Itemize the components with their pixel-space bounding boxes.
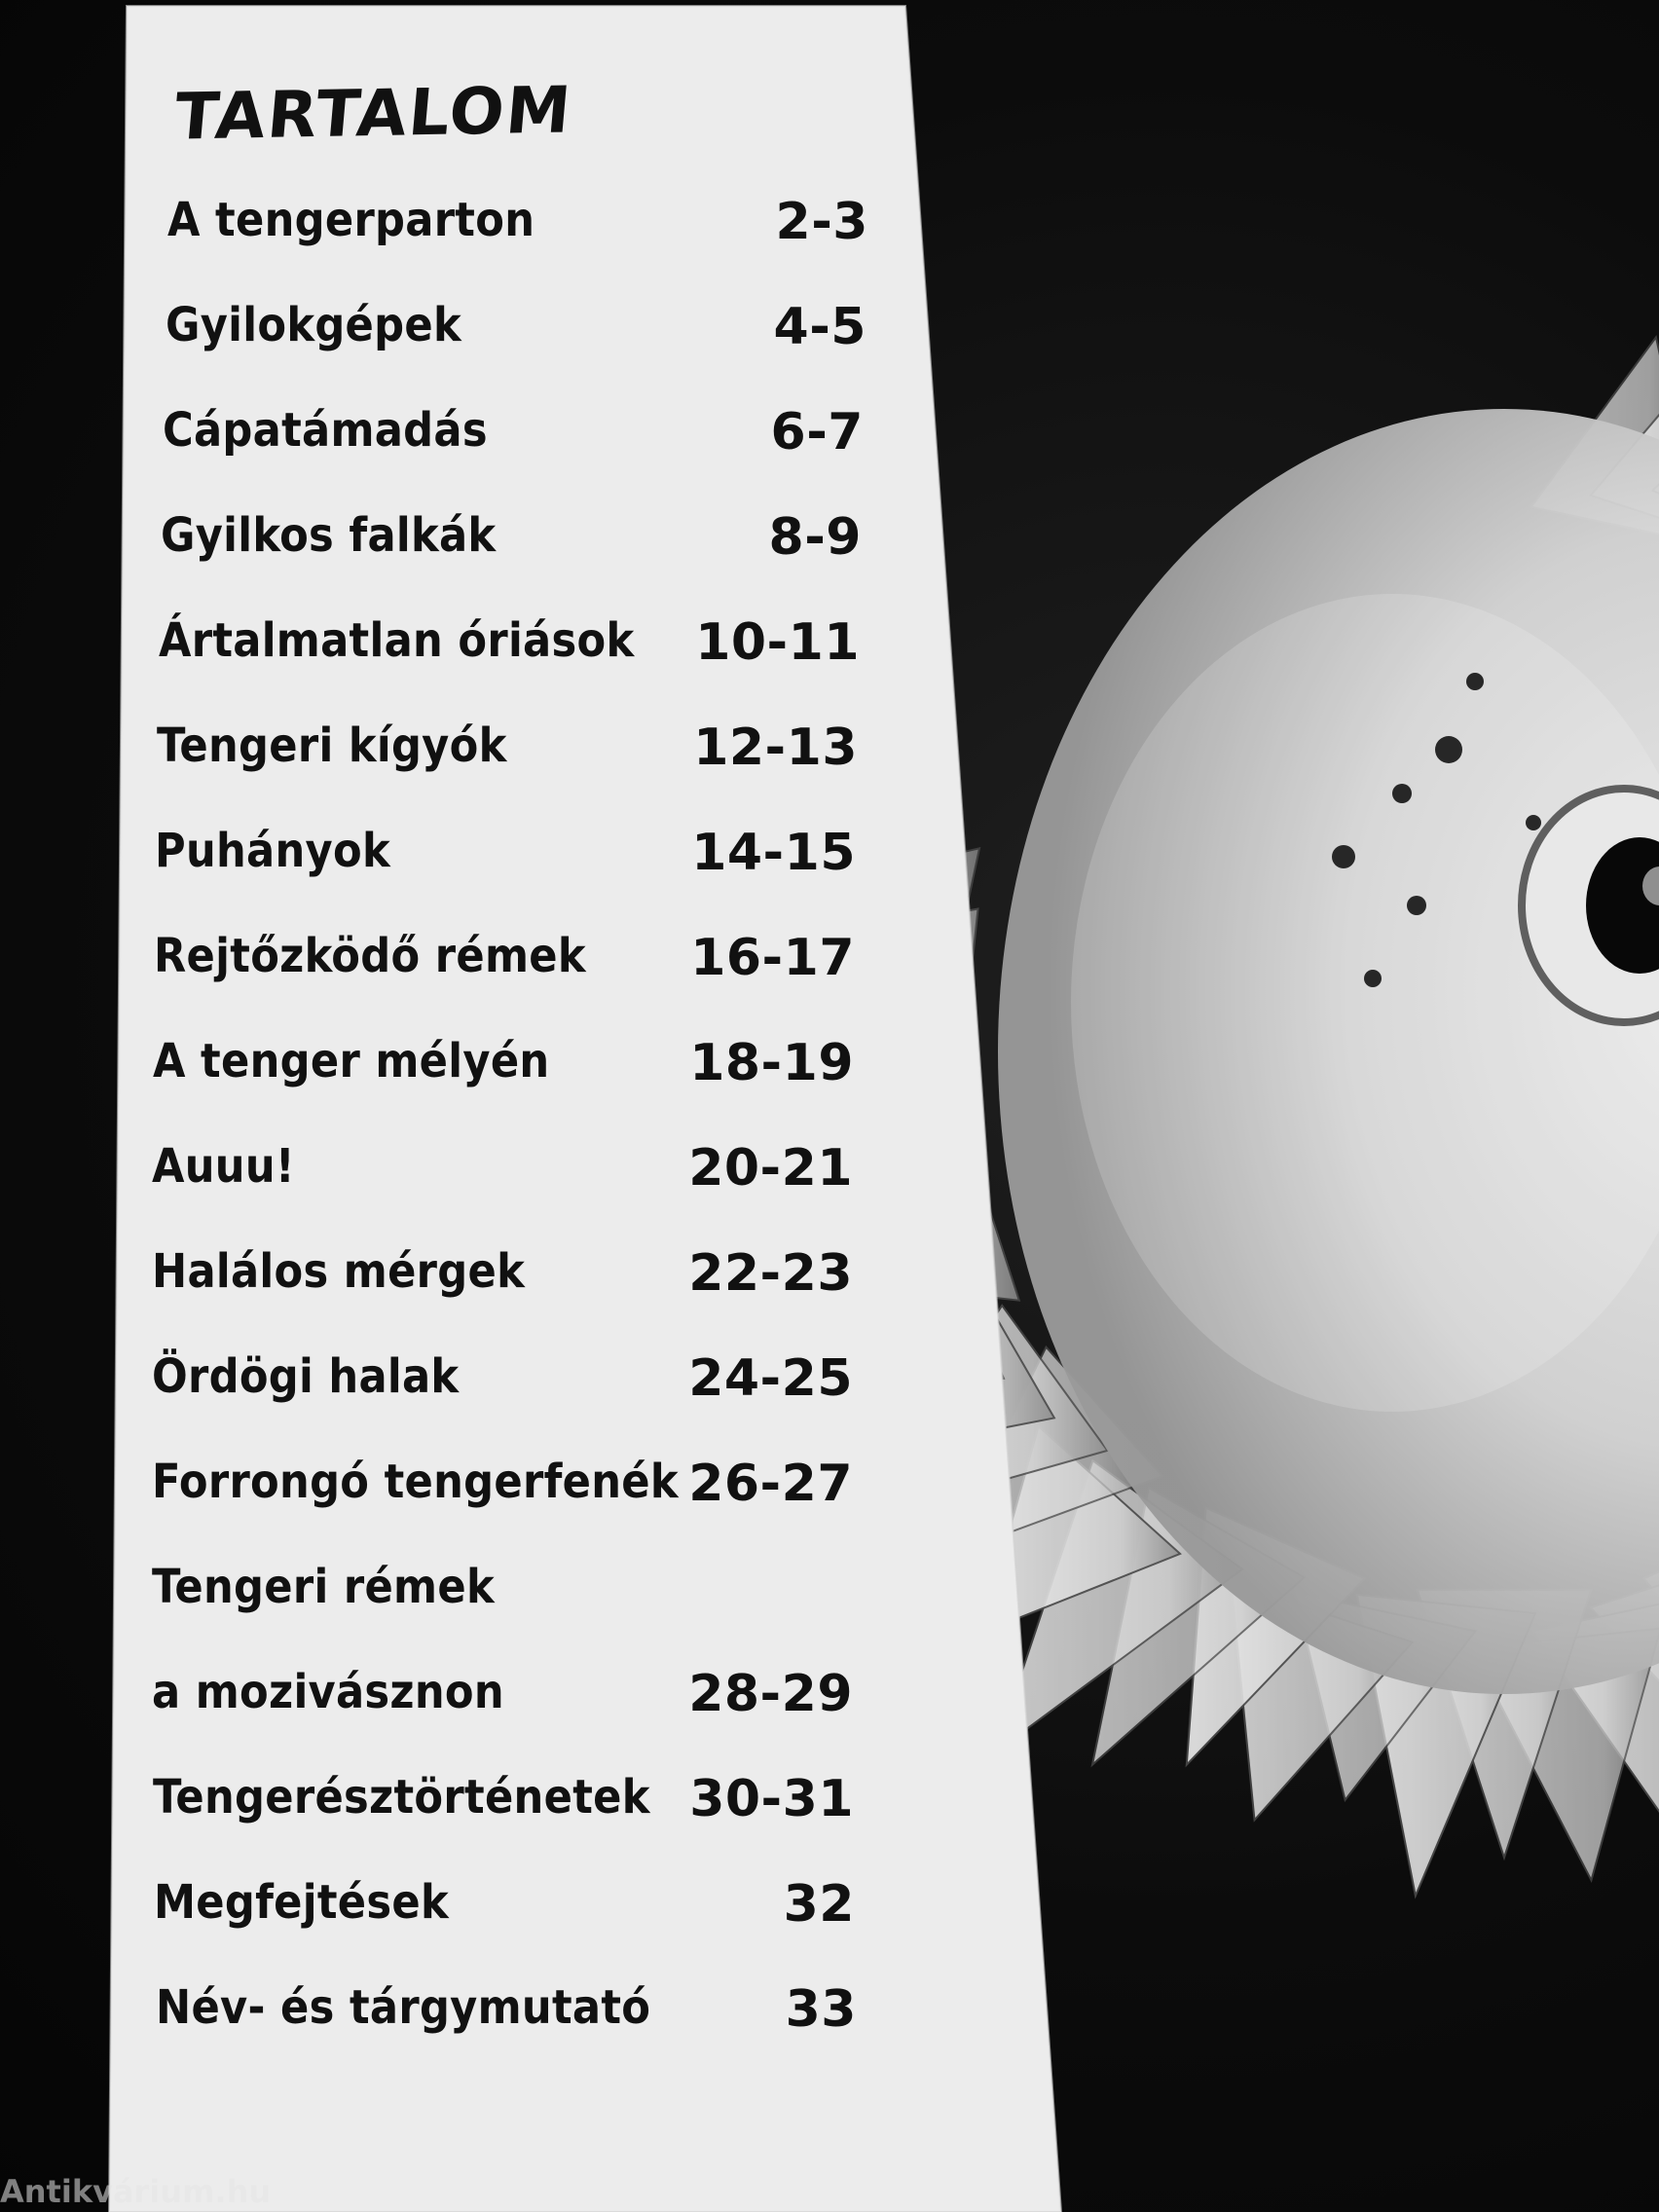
- toc-entry-pages: 8-9: [768, 508, 862, 567]
- watermark-text: Antikvárium.hu: [0, 2173, 272, 2210]
- toc-entry-label: a mozivásznon: [152, 1665, 504, 1719]
- toc-entry-pages: 4-5: [773, 298, 866, 356]
- toc-entry-label: Gyilokgépek: [166, 298, 461, 352]
- toc-entry-pages: 28-29: [688, 1665, 853, 1723]
- toc-entry-label: Gyilkos falkák: [161, 508, 497, 563]
- toc-entry-label: Auuu!: [152, 1139, 295, 1194]
- toc-entry-pages: 16-17: [690, 929, 855, 987]
- toc-entry-pages: 26-27: [688, 1455, 853, 1513]
- toc-entry-label: A tengerparton: [167, 193, 535, 247]
- toc-entry-label: Tengeri rémek: [152, 1560, 495, 1614]
- toc-entry-label: Forrongó tengerfenék: [152, 1455, 679, 1509]
- toc-entry-pages: 12-13: [693, 719, 858, 777]
- toc-entry-pages: 24-25: [688, 1349, 853, 1408]
- toc-entry-pages: 18-19: [689, 1034, 854, 1092]
- toc-entry-pages: 20-21: [688, 1139, 853, 1198]
- toc-entry-label: Rejtőzködő rémek: [154, 929, 586, 983]
- toc-entry-label: Tengerésztörténetek: [153, 1770, 650, 1825]
- toc-entry-pages: 14-15: [691, 824, 856, 882]
- toc-entry-label: A tenger mélyén: [153, 1034, 550, 1088]
- contents-title: TARTALOM: [171, 72, 576, 155]
- toc-entry-pages: 32: [783, 1875, 855, 1934]
- toc-entry-pages: 6-7: [770, 403, 864, 461]
- toc-entry-label: Ártalmatlan óriások: [159, 613, 635, 668]
- toc-entry-label: Név- és tárgymutató: [156, 1980, 651, 2035]
- toc-entry-label: Cápatámadás: [163, 403, 488, 458]
- toc-entry-label: Halálos mérgek: [152, 1244, 526, 1299]
- toc-entry-label: Megfejtések: [154, 1875, 450, 1930]
- toc-entry-label: Ördögi halak: [152, 1349, 460, 1404]
- toc-entry-pages: 33: [785, 1980, 857, 2039]
- toc-entry-pages: 2-3: [775, 193, 868, 251]
- toc-entry-label: Puhányok: [155, 824, 390, 878]
- toc-entry-pages: 30-31: [689, 1770, 854, 1828]
- toc-entry-label: Tengeri kígyók: [157, 719, 507, 773]
- toc-entry-pages: 22-23: [688, 1244, 853, 1303]
- toc-entry-pages: 10-11: [695, 613, 860, 672]
